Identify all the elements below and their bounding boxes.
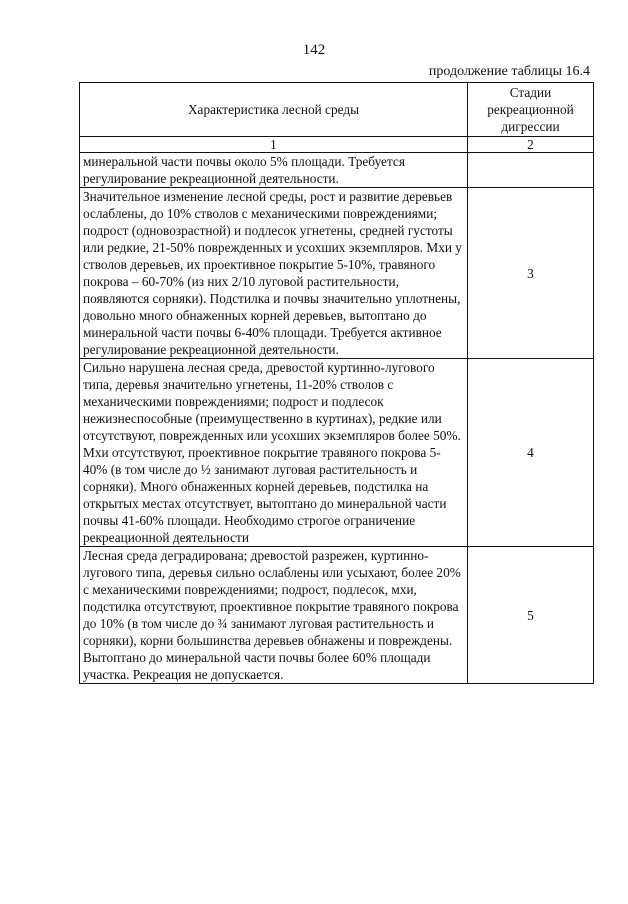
- table-row: [80, 547, 594, 684]
- table-continuation-label: продолжение таблицы 16.4: [428, 64, 590, 79]
- row-stage: 3: [468, 188, 594, 359]
- row-description: Лесная среда деградирована; древостой разрежен, куртинно-лугового типа, деревья сильно ослаблены или усыхают, более 20% с механическими повреждениями; подрост, подлесок, мхи, подстилка отсутствуют, проективное покрытие травяного покрова до 10% (в том числе до ¾ занимают луговая растительность и сорняки), корни большинства деревьев обнажены и повреждены. Вытоптано до минеральной части почвы более 60% площади участка. Рекреация не допускается.: [80, 547, 468, 684]
- table-header-row: [80, 83, 594, 137]
- row-description: Сильно нарушена лесная среда, древостой куртинно-лугового типа, деревья значительно угнетены, 11-20% стволов с механическими повреждениями; подрост и подлесок нежизнеспособные (преимущественно в куртинах), редкие или отсутствуют, поврежденных или усохших экземпляров более 50%. Мхи отсутствуют, проективное покрытие травяного покрова 5-40% (в том числе до ½ занимают луговая растительность и сорняки). Много обнаженных корней деревьев, подстилка на открытых местах отсутствует, вытоптано до минеральной части почвы 41-60% площади. Необходимо строгое ограничение рекреационной деятельности: [80, 359, 468, 547]
- row-description: минеральной части почвы около 5% площади. Требуется регулирование рекреационной деятельности.: [80, 153, 468, 188]
- row-stage: 5: [468, 547, 594, 684]
- row-stage: [468, 153, 594, 188]
- header-digression-stages: Стадии рекреационной дигрессии: [468, 83, 594, 137]
- column-number-1: 1: [80, 137, 468, 153]
- row-description: Значительное изменение лесной среды, рост и развитие деревьев ослаблены, до 10% стволов с механическими повреждениями; подрост (одновозрастной) и подлесок угнетены, средней густоты или редкие, 21-50% поврежденных и усохших экземпляров. Мхи у стволов деревьев, их проективное покрытие 5-10%, травяного покрова – 60-70% (из них 2/10 луговой растительности, появляются сорняки). Подстилка и почвы значительно уплотнены, довольно много обнаженных корней деревьев, вытоптано до минеральной части почвы 6-40% площади. Требуется активное регулирование рекреационной деятельности.: [80, 188, 468, 359]
- column-number-2: 2: [468, 137, 594, 153]
- header-forest-characteristics: Характеристика лесной среды: [80, 83, 468, 137]
- table-row: [80, 359, 594, 547]
- table-row: [80, 188, 594, 359]
- column-number-row: [80, 137, 594, 153]
- row-stage: 4: [468, 359, 594, 547]
- table-row: [80, 153, 594, 188]
- recreation-digression-table: [79, 82, 594, 684]
- page-number: 142: [302, 42, 326, 58]
